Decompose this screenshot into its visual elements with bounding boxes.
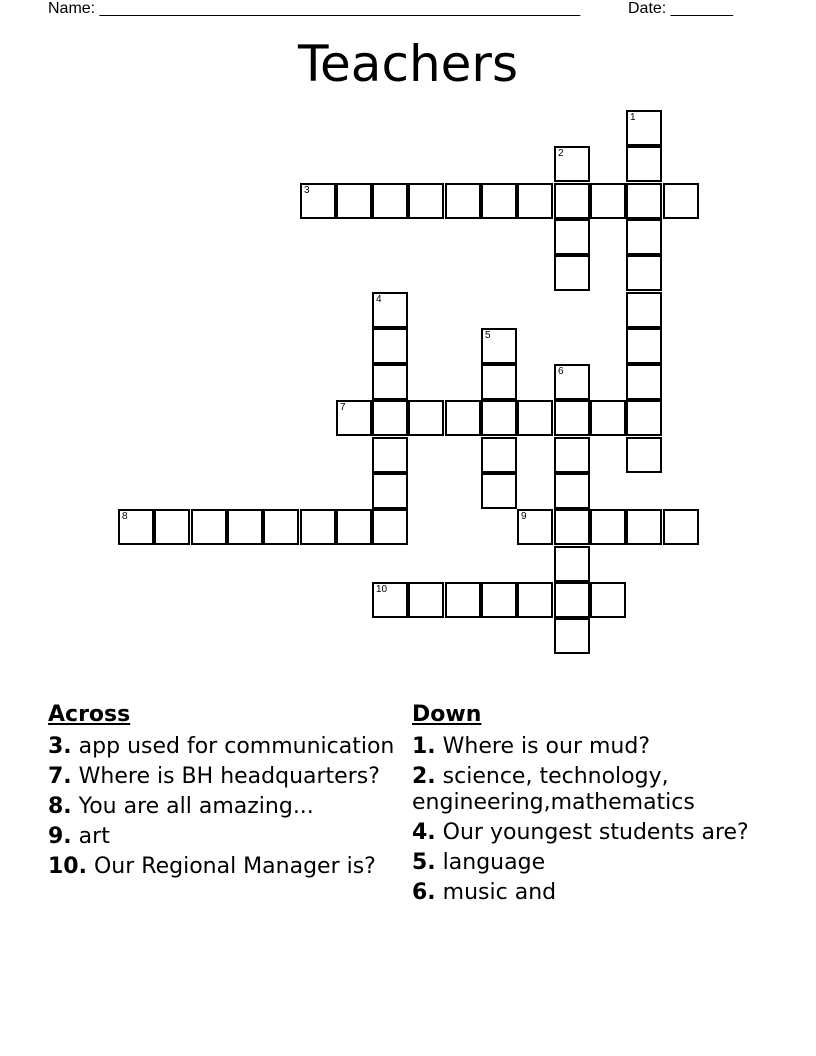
clue-text: Where is BH headquarters? <box>78 764 380 789</box>
crossword-cell[interactable] <box>626 183 662 219</box>
crossword-cell[interactable] <box>336 509 372 545</box>
crossword-cell[interactable] <box>372 400 408 436</box>
clue-text: science, technology, engineering,mathematics <box>412 764 695 815</box>
clue-number: 6. <box>412 880 436 905</box>
clue-text: Our Regional Manager is? <box>93 854 376 879</box>
crossword-cell[interactable] <box>626 255 662 291</box>
crossword-cell[interactable] <box>445 582 481 618</box>
date-field-line: Date: _______ <box>628 0 733 17</box>
clue-text: Our youngest students are? <box>442 820 749 845</box>
clue-number: 5. <box>412 850 436 875</box>
cell-number: 1 <box>630 112 636 123</box>
crossword-cell[interactable] <box>590 582 626 618</box>
crossword-cell[interactable] <box>554 146 590 182</box>
crossword-cell[interactable] <box>372 292 408 328</box>
across-clue <box>48 734 403 760</box>
crossword-cell[interactable] <box>626 110 662 146</box>
crossword-cell[interactable] <box>372 183 408 219</box>
crossword-cell[interactable] <box>445 400 481 436</box>
crossword-cell[interactable] <box>336 400 372 436</box>
crossword-cell[interactable] <box>554 219 590 255</box>
crossword-cell[interactable] <box>300 183 336 219</box>
crossword-cell[interactable] <box>481 328 517 364</box>
crossword-cell[interactable] <box>517 183 553 219</box>
clue-text: You are all amazing... <box>78 794 314 819</box>
crossword-cell[interactable] <box>626 400 662 436</box>
crossword-cell[interactable] <box>554 546 590 582</box>
clue-number: 2. <box>412 764 436 789</box>
crossword-cell[interactable] <box>263 509 299 545</box>
crossword-cell[interactable] <box>408 183 444 219</box>
across-clue <box>48 764 403 790</box>
clue-number: 9. <box>48 824 72 849</box>
crossword-cell[interactable] <box>554 509 590 545</box>
down-clue <box>412 850 752 876</box>
clue-text: art <box>78 824 110 849</box>
down-clue <box>412 820 752 846</box>
crossword-cell[interactable] <box>372 473 408 509</box>
crossword-cell[interactable] <box>517 509 553 545</box>
cell-number: 7 <box>340 402 346 413</box>
cell-number: 8 <box>122 511 128 522</box>
clue-text: music and <box>442 880 557 905</box>
crossword-cell[interactable] <box>554 437 590 473</box>
crossword-cell[interactable] <box>590 509 626 545</box>
crossword-cell[interactable] <box>118 509 154 545</box>
crossword-cell[interactable] <box>554 400 590 436</box>
crossword-cell[interactable] <box>481 400 517 436</box>
crossword-cell[interactable] <box>481 473 517 509</box>
down-clue <box>412 764 752 816</box>
crossword-cell[interactable] <box>372 364 408 400</box>
clue-number: 8. <box>48 794 72 819</box>
crossword-cell[interactable] <box>372 328 408 364</box>
name-field-line: Name: ______________________________________________________ <box>48 0 581 17</box>
crossword-cell[interactable] <box>517 582 553 618</box>
crossword-cell[interactable] <box>481 364 517 400</box>
crossword-cell[interactable] <box>154 509 190 545</box>
across-clue <box>48 824 403 850</box>
crossword-cell[interactable] <box>517 400 553 436</box>
crossword-cell[interactable] <box>408 582 444 618</box>
puzzle-title: Teachers <box>298 35 518 93</box>
crossword-cell[interactable] <box>554 582 590 618</box>
crossword-cell[interactable] <box>554 473 590 509</box>
cell-number: 4 <box>376 294 382 305</box>
clue-text: language <box>442 850 546 875</box>
cell-number: 2 <box>558 148 564 159</box>
crossword-cell[interactable] <box>554 183 590 219</box>
crossword-cell[interactable] <box>590 183 626 219</box>
down-clues <box>412 702 752 910</box>
across-heading: Across <box>48 702 131 727</box>
clue-text: app used for communication <box>78 734 395 759</box>
crossword-cell[interactable] <box>626 509 662 545</box>
cell-number: 10 <box>376 584 388 595</box>
crossword-cell[interactable] <box>626 219 662 255</box>
crossword-cell[interactable] <box>663 183 699 219</box>
crossword-cell[interactable] <box>626 437 662 473</box>
crossword-cell[interactable] <box>626 328 662 364</box>
crossword-cell[interactable] <box>336 183 372 219</box>
crossword-cell[interactable] <box>626 146 662 182</box>
down-heading: Down <box>412 702 482 727</box>
cell-number: 5 <box>485 330 491 341</box>
clue-number: 7. <box>48 764 72 789</box>
crossword-cell[interactable] <box>481 582 517 618</box>
across-clue <box>48 854 403 880</box>
crossword-cell[interactable] <box>554 364 590 400</box>
crossword-cell[interactable] <box>372 582 408 618</box>
down-clue <box>412 880 752 906</box>
across-clues <box>48 702 403 884</box>
crossword-cell[interactable] <box>626 292 662 328</box>
cell-number: 3 <box>304 185 310 196</box>
crossword-cell[interactable] <box>408 400 444 436</box>
crossword-cell[interactable] <box>663 509 699 545</box>
crossword-cell[interactable] <box>445 183 481 219</box>
crossword-cell[interactable] <box>554 618 590 654</box>
crossword-cell[interactable] <box>372 437 408 473</box>
crossword-cell[interactable] <box>300 509 336 545</box>
clue-number: 10. <box>48 854 87 879</box>
crossword-cell[interactable] <box>590 400 626 436</box>
down-clue <box>412 734 752 760</box>
clue-number: 1. <box>412 734 436 759</box>
across-clue <box>48 794 403 820</box>
crossword-cell[interactable] <box>481 183 517 219</box>
crossword-cell[interactable] <box>481 437 517 473</box>
clue-text: Where is our mud? <box>442 734 651 759</box>
crossword-cell[interactable] <box>554 255 590 291</box>
crossword-cell[interactable] <box>626 364 662 400</box>
cell-number: 6 <box>558 366 564 377</box>
clue-number: 4. <box>412 820 436 845</box>
clue-number: 3. <box>48 734 72 759</box>
crossword-cell[interactable] <box>191 509 227 545</box>
crossword-cell[interactable] <box>372 509 408 545</box>
cell-number: 9 <box>521 511 527 522</box>
crossword-cell[interactable] <box>227 509 263 545</box>
